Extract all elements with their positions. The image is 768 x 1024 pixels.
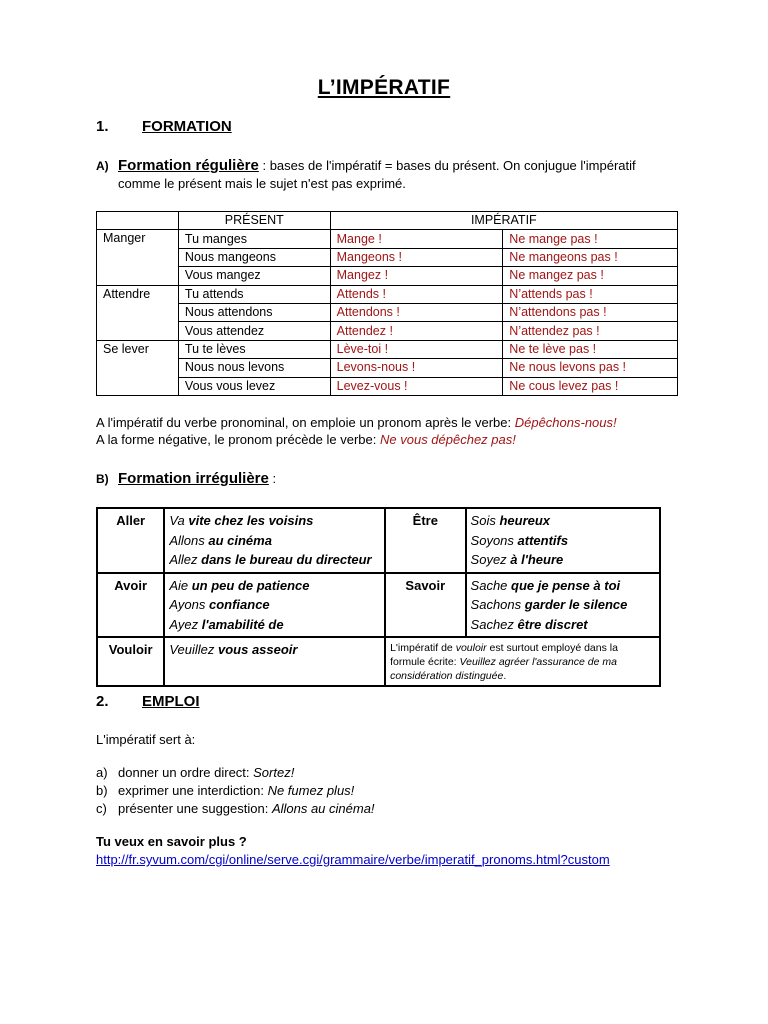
present-cell: Nous attendons (178, 303, 330, 321)
verb-form: Veuillez (169, 642, 215, 657)
note-text: est surtout employé dans la formule écrite: (390, 642, 618, 668)
vouloir-note (385, 637, 660, 686)
sub-text: : bases de l'impératif = bases du présent. On conjugue l'impératif (258, 158, 636, 173)
pronominal-paragraph (96, 414, 716, 448)
verb-cell: Avoir (97, 573, 164, 638)
formation-reguliere-paragraph (96, 157, 696, 193)
list-text: présenter une suggestion: (118, 801, 272, 816)
sub-text-line2: comme le présent mais le sujet n'est pas exprimé. (118, 176, 406, 191)
imperative-cell: Levez-vous ! (330, 377, 503, 395)
verb-form: Sois (470, 513, 496, 528)
header-imperatif: IMPÉRATIF (330, 212, 677, 230)
table-row (97, 303, 678, 321)
example-text: vite chez les voisins (184, 513, 314, 528)
page-title: L’IMPÉRATIF (317, 76, 451, 99)
examples-cell (164, 637, 385, 686)
sub-title: Formation régulière (118, 157, 259, 174)
list-marker: a) (96, 765, 108, 780)
section-number: 1. (96, 118, 109, 135)
examples-cell (164, 573, 385, 638)
present-cell: Vous mangez (178, 267, 330, 285)
example-text: dans le bureau du directeur (197, 552, 372, 567)
header-present: PRÉSENT (178, 212, 330, 230)
table-row (97, 637, 660, 686)
note-text: L'impératif de (390, 642, 456, 654)
pronominal-example2: Ne vous dépêchez pas! (380, 432, 516, 447)
example-text: attentifs (513, 532, 569, 548)
examples-cell (466, 508, 660, 573)
verb-form: Allons (169, 532, 205, 548)
example-text: à l'heure (506, 552, 564, 567)
negative-cell: N’attends pas ! (503, 285, 678, 303)
section-formation-heading (96, 118, 232, 135)
example-text: l'amabilité de (198, 616, 284, 632)
verb-form: Aie (169, 577, 189, 593)
emploi-intro: L'impératif sert à: (96, 732, 196, 747)
list-item (96, 782, 375, 800)
verb-cell: Être (385, 508, 465, 573)
verb-form: Allez (169, 552, 198, 567)
note-period: . (503, 670, 507, 682)
verb-cell: Attendre (97, 285, 179, 340)
imperative-cell: Attends ! (330, 285, 503, 303)
irregular-table (96, 507, 661, 687)
section-label: FORMATION (142, 118, 232, 135)
list-item (96, 800, 375, 818)
present-cell: Vous vous levez (178, 377, 330, 395)
example-text: garder le silence (521, 597, 628, 612)
formation-irreguliere-heading (96, 470, 276, 488)
example-text: confiance (205, 597, 270, 612)
negative-cell: Ne mangeons pas ! (503, 248, 678, 266)
table-row (97, 267, 678, 285)
example-text: vous asseoir (214, 642, 298, 657)
sub-tag: A) (96, 159, 109, 173)
table-row (97, 248, 678, 266)
pronominal-example1: Dépêchons-nous! (514, 415, 617, 430)
table-row (97, 573, 660, 638)
example-text: heureux (495, 513, 551, 528)
table-row (97, 285, 678, 303)
list-text: exprimer une interdiction: (118, 783, 268, 798)
verb-cell: Aller (97, 508, 164, 573)
present-cell: Tu manges (178, 230, 330, 248)
present-cell: Tu te lèves (178, 340, 330, 358)
verb-form: Sachons (470, 597, 522, 612)
example-text: un peu de patience (188, 577, 310, 593)
list-example: Ne fumez plus! (267, 783, 355, 798)
imperative-cell: Levons-nous ! (330, 359, 503, 377)
imperative-cell: Mange ! (330, 230, 503, 248)
table-header-row (97, 212, 678, 230)
list-text: donner un ordre direct: (118, 765, 254, 780)
syvum-link[interactable]: http://fr.syvum.com/cgi/online/serve.cgi/grammaire/verbe/imperatif_pronoms.html?custom (96, 852, 610, 867)
examples-cell (164, 508, 385, 573)
verb-form: Ayons (169, 597, 206, 612)
sub-title: Formation irrégulière (118, 470, 269, 487)
negative-cell: Ne cous levez pas ! (503, 377, 678, 395)
list-marker: b) (96, 783, 108, 798)
verb-cell: Vouloir (97, 637, 164, 686)
table-row (97, 377, 678, 395)
negative-cell: Ne te lève pas ! (503, 340, 678, 358)
list-example: Allons au cinéma! (271, 801, 375, 816)
emploi-list (96, 764, 375, 818)
imperative-cell: Attendons ! (330, 303, 503, 321)
verb-cell: Savoir (385, 573, 465, 638)
note-verb: vouloir (455, 642, 487, 654)
table-row (97, 340, 678, 358)
table-row (97, 359, 678, 377)
negative-cell: Ne mangez pas ! (503, 267, 678, 285)
section-emploi-heading (96, 693, 200, 710)
imperative-cell: Attendez ! (330, 322, 503, 340)
present-cell: Vous attendez (178, 322, 330, 340)
sub-suffix: : (268, 471, 277, 486)
sub-tag: B) (96, 472, 109, 486)
negative-cell: Ne nous levons pas ! (503, 359, 678, 377)
note-example: Veuillez agréer l'assurance de ma considération distinguée (390, 656, 617, 682)
present-cell: Tu attends (178, 285, 330, 303)
imperative-cell: Lève-toi ! (330, 340, 503, 358)
verb-cell: Manger (97, 230, 179, 285)
verb-form: Sache (470, 577, 508, 593)
verb-form: Sachez (470, 616, 514, 632)
verb-form: Soyons (470, 532, 514, 548)
header-empty (97, 212, 179, 230)
list-example: Sortez! (253, 765, 295, 780)
more-info-heading: Tu veux en savoir plus ? (96, 834, 247, 849)
imperative-cell: Mangez ! (330, 267, 503, 285)
example-text: être discret (513, 616, 588, 632)
list-marker: c) (96, 801, 107, 816)
present-cell: Nous nous levons (178, 359, 330, 377)
example-text: au cinéma (204, 532, 272, 548)
list-item (96, 764, 375, 782)
negative-cell: N’attendons pas ! (503, 303, 678, 321)
verb-form: Va (169, 513, 185, 528)
section-label: EMPLOI (142, 693, 200, 710)
negative-cell: Ne mange pas ! (503, 230, 678, 248)
verb-form: Ayez (169, 616, 199, 632)
table-row (97, 230, 678, 248)
table-row (97, 508, 660, 573)
pronominal-line2: A la forme négative, le pronom précède le verbe: (96, 432, 380, 447)
present-cell: Nous mangeons (178, 248, 330, 266)
imperative-cell: Mangeons ! (330, 248, 503, 266)
verb-cell: Se lever (97, 340, 179, 395)
verb-form: Soyez (470, 552, 507, 567)
table-row (97, 322, 678, 340)
conjugation-table (96, 211, 678, 396)
examples-cell (466, 573, 660, 638)
pronominal-line1: A l'impératif du verbe pronominal, on emploie un pronom après le verbe: (96, 415, 515, 430)
example-text: que je pense à toi (507, 577, 621, 593)
section-number: 2. (96, 693, 109, 710)
negative-cell: N’attendez pas ! (503, 322, 678, 340)
